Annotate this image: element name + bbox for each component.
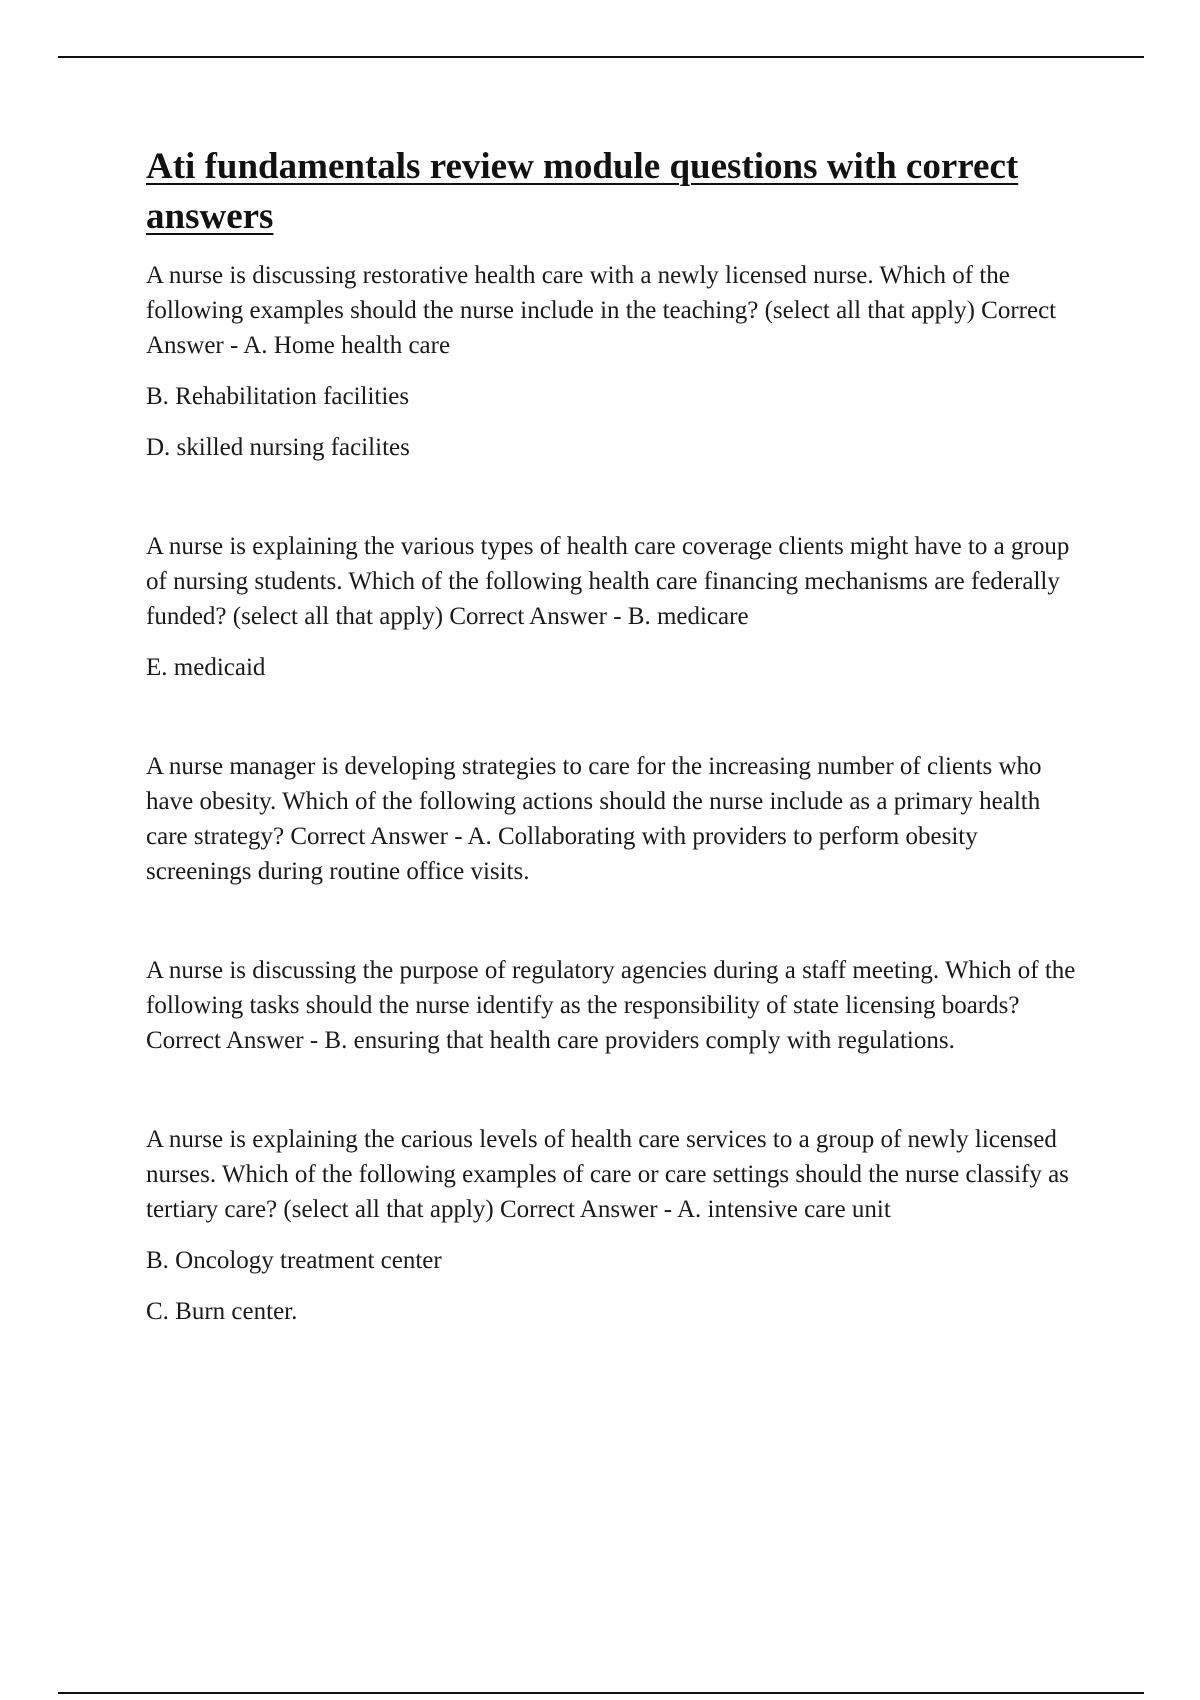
top-rule: [58, 56, 1144, 58]
question-text: A nurse is explaining the various types of health care coverage clients might have to a group of nursing students. Which of the following health care financing mechanisms are federally funded? (select all that apply) Correct Answer - B. medicare: [146, 533, 1070, 630]
answer-option: E. medicaid: [146, 654, 266, 681]
document-title: Ati fundamentals review module questions with correct answers: [146, 146, 1019, 237]
question-text: A nurse is explaining the carious levels of health care services to a group of newly licensed nurses. Which of the following examples of care or care settings should the nurse classify as tertiary care? (select all that apply) Correct Answer - A. intensive care unit: [146, 1126, 1069, 1223]
question-block: [146, 953, 1086, 1058]
question-block: [146, 1122, 1086, 1329]
question-block: [146, 529, 1086, 685]
bottom-rule: [58, 1692, 1144, 1694]
question-block: [146, 749, 1086, 889]
document-body: [146, 142, 1086, 1329]
answer-option: D. skilled nursing facilites: [146, 434, 410, 461]
answer-option: C. Burn center.: [146, 1298, 298, 1325]
question-text: A nurse is discussing restorative health care with a newly licensed nurse. Which of the following examples should the nurse include in the teaching? (select all that apply) Correct Answer - A. Home health care: [146, 262, 1057, 359]
question-text: A nurse manager is developing strategies to care for the increasing number of clients who have obesity. Which of the following actions should the nurse include as a primary health care strategy? Correct Answer - A. Collaborating with providers to perform obesity screenings during routine office visits.: [146, 753, 1042, 885]
answer-option: B. Oncology treatment center: [146, 1247, 442, 1274]
question-text: A nurse is discussing the purpose of regulatory agencies during a staff meeting. Which of the following tasks should the nurse identify as the responsibility of state licensing boards? Correct Answer - B. ensuring that health care providers comply with regulations.: [146, 957, 1076, 1054]
answer-option: B. Rehabilitation facilities: [146, 383, 410, 410]
question-block: [146, 258, 1086, 465]
